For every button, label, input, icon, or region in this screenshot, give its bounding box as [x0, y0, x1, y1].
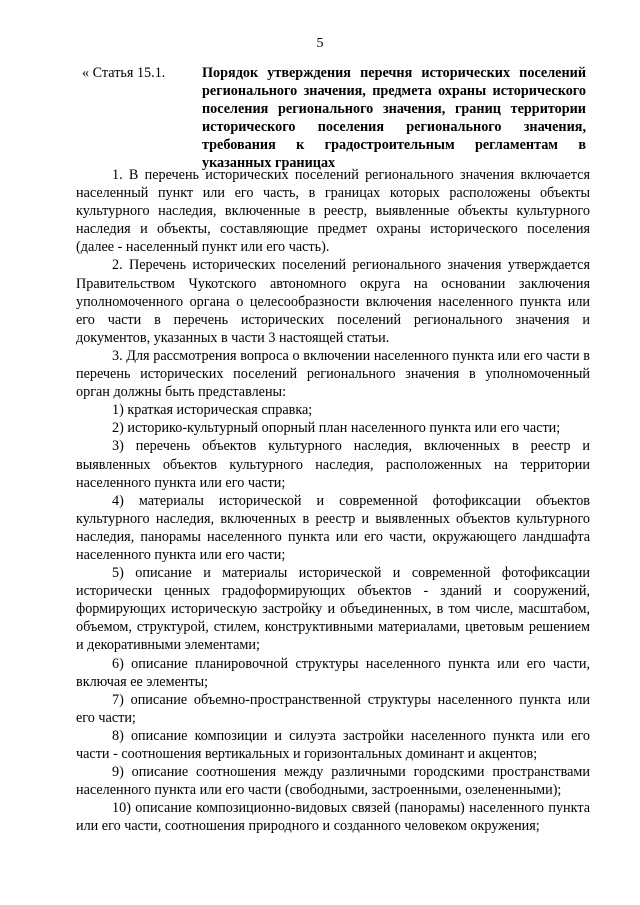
- paragraph-3: 3. Для рассмотрения вопроса о включении населенного пункта или его части в перечень исторических поселений регионального значения в уполномоченный орган должны быть представлены:: [76, 347, 590, 401]
- list-item-8: 8) описание композиции и силуэта застройки населенного пункта или его части - соотношения вертикальных и горизонтальных доминант и акцентов;: [76, 727, 590, 762]
- list-item-10: 10) описание композиционно-видовых связей (панорамы) населенного пункта или его части, соотношения природного и созданного человеком окружения;: [76, 800, 590, 835]
- list-item-9: 9) описание соотношения между различными городскими пространствами населенного пункта или его части (свободными, застроенными, озелененными);: [76, 764, 590, 799]
- list-item-1: 1) краткая историческая справка;: [112, 402, 313, 419]
- list-item-3: 3) перечень объектов культурного наследия, включенных в реестр и выявленных объектов культурного наследия, расположенных на территории населенного пункта или его части;: [76, 438, 590, 491]
- list-item-6: 6) описание планировочной структуры населенного пункта или его части, включая ее элементы;: [76, 655, 590, 690]
- paragraph-1: 1. В перечень исторических поселений регионального значения включается населенный пункт или его часть, в границах которых расположены объекты культурного наследия, включенные в реестр, выявленные объекты культурного наследия и объекты, составляющие предмет охраны исторического поселения (далее - населенный пункт или его часть).: [76, 167, 590, 256]
- article-title: Порядок утверждения перечня исторических поселений регионального значения, предмета охраны исторического поселения регионального значения, границ территории исторического поселения регионального значения, требования к градостроительным регламентам в указанных границах: [202, 65, 586, 171]
- paragraph-2: 2. Перечень исторических поселений регионального значения утверждается Правительством Чукотского автономного округа на основании заключения уполномоченного органа о целесообразности включения населенного пункта или его части в перечень исторических поселений регионального значения и документов, указанных в части 3 настоящей статьи.: [76, 257, 590, 346]
- list-item-4: 4) материалы исторической и современной фотофиксации объектов культурного наследия, включенных в реестр и выявленных объектов культурного наследия, панорамы населенного пункта или его части, окружающего ландшафта населенного пункта или его части;: [76, 492, 590, 563]
- page-number: 5: [316, 36, 324, 51]
- article-header: [82, 64, 586, 172]
- list-item-7: 7) описание объемно-пространственной структуры населенного пункта или его части;: [76, 691, 590, 726]
- list-item-2: 2) историко-культурный опорный план населенного пункта или его части;: [112, 420, 561, 437]
- list-item-5: 5) описание и материалы исторической и современной фотофиксации исторически ценных градоформирующих объектов - зданий и сооружений, формирующих историческую застройку и объединенных, в том числе, масштабом, объемом, структурой, стилем, конструктивными материалами, цветовым решением и декоративными элементами;: [76, 565, 590, 654]
- article-body: [76, 166, 590, 835]
- article-label: « Статья 15.1.: [82, 65, 166, 81]
